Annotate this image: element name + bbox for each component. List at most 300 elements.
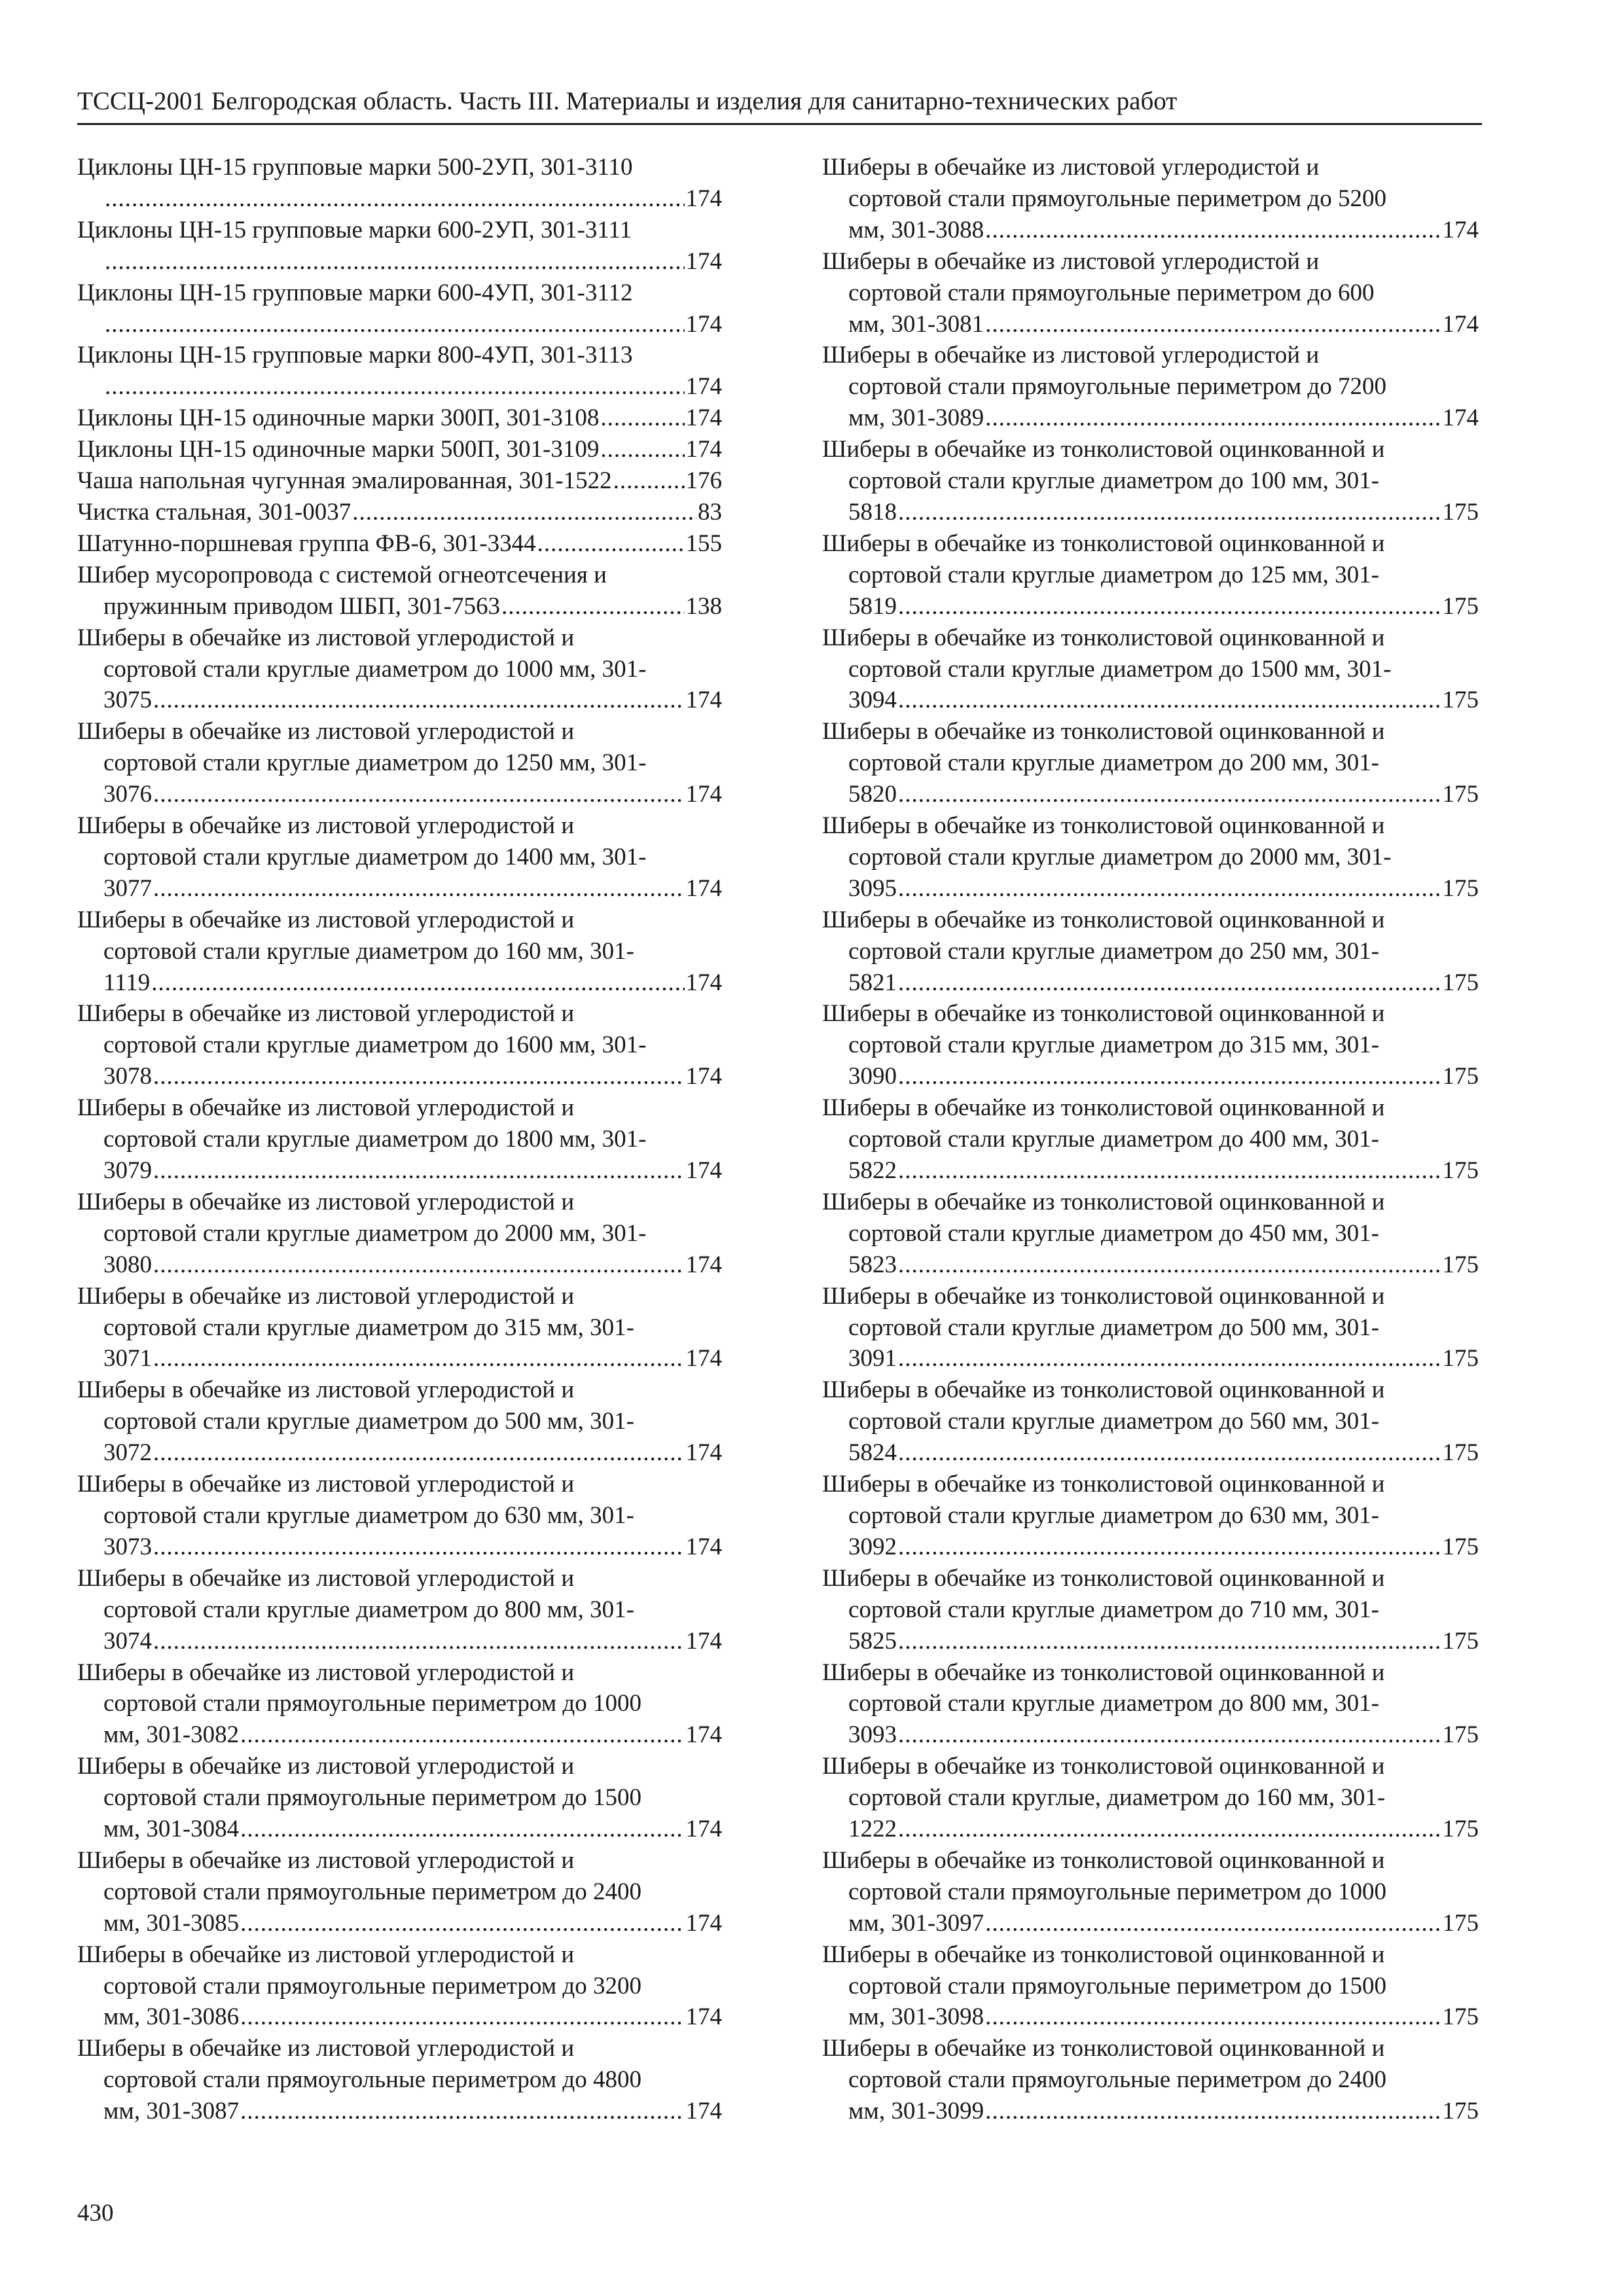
index-entry (77, 215, 722, 278)
index-entry (77, 528, 722, 560)
index-page-ref: 174 (1442, 310, 1479, 338)
index-entry-text: мм, 301-3098 (848, 2003, 984, 2031)
index-entry (77, 560, 722, 622)
index-entry-text-line (77, 1187, 722, 1218)
index-entry (822, 622, 1479, 717)
index-entry (77, 2033, 722, 2127)
index-entry-text: Циклоны ЦН-15 групповые марки 600-4УП, 301-3112 (77, 279, 633, 306)
dot-leader (898, 1155, 1441, 1187)
index-entry-text: Шиберы в обечайке из листовой углеродистой и (77, 1846, 575, 1874)
index-page-ref: 174 (685, 1345, 722, 1372)
index-entry (77, 1281, 722, 1375)
index-entry-text: мм, 301-3097 (848, 1909, 984, 1937)
index-entry-last-line (77, 1061, 722, 1092)
dot-leader (153, 1343, 685, 1374)
index-entry (77, 152, 722, 215)
index-page-ref: 174 (685, 185, 722, 212)
index-entry-text: сортовой стали прямоугольные периметром до 1500 (848, 1972, 1386, 2000)
index-entry-text-line (77, 747, 722, 779)
index-entry-text: 1119 (103, 969, 151, 996)
index-entry-text: 3079 (103, 1157, 152, 1184)
index-page-ref: 174 (685, 404, 722, 432)
index-page-ref: 176 (685, 467, 722, 495)
index-entry (77, 810, 722, 905)
index-column-left (77, 152, 722, 2127)
index-page-ref: 174 (685, 874, 722, 902)
index-entry-text-line (822, 842, 1479, 873)
index-entry-text-line (77, 1030, 722, 1061)
index-entry-text: 3072 (103, 1439, 152, 1467)
dot-leader (153, 685, 685, 716)
index-entry-text: сортовой стали прямоугольные периметром до 2400 (848, 2066, 1386, 2094)
dot-leader (153, 1061, 685, 1092)
dot-leader (105, 246, 685, 278)
index-entry-text: Шиберы в обечайке из листовой углеродистой и (77, 812, 575, 840)
index-page-ref: 175 (1442, 1157, 1479, 1184)
index-entry (77, 1939, 722, 2034)
index-entry-text: 5820 (848, 781, 897, 808)
index-entry-text: сортовой стали круглые диаметром до 1400 мм, 301- (103, 843, 647, 870)
index-entry-last-line (822, 779, 1479, 810)
index-page-ref: 175 (1442, 592, 1479, 620)
index-entry-text-line (822, 1218, 1479, 1249)
index-entry-last-line (77, 779, 722, 810)
index-entry-text: Шиберы в обечайке из тонколистовой оцинкованной и (822, 1659, 1385, 1686)
dot-leader (240, 2096, 684, 2127)
index-entry-text-line (822, 340, 1479, 371)
index-page-ref: 175 (1442, 1721, 1479, 1749)
index-entry-last-line (822, 1437, 1479, 1469)
index-page-ref: 174 (1442, 404, 1479, 432)
index-entry-last-line (77, 246, 722, 278)
index-page-ref: 175 (1442, 781, 1479, 808)
index-entry-text: Шиберы в обечайке из листовой углеродистой и (77, 1282, 575, 1310)
index-entry-text: сортовой стали круглые диаметром до 100 мм, 301- (848, 467, 1379, 495)
index-entry-text-line (822, 747, 1479, 779)
index-entry (77, 1092, 722, 1187)
index-page-ref: 175 (1442, 969, 1479, 996)
index-entry (77, 998, 722, 1092)
index-entry-text: сортовой стали прямоугольные периметром до 7200 (848, 373, 1386, 401)
index-entry-text: сортовой стали круглые диаметром до 125 мм, 301- (848, 561, 1379, 588)
index-entry-last-line (77, 528, 722, 560)
index-entry-text: Шиберы в обечайке из тонколистовой оцинкованной и (822, 1094, 1385, 1122)
index-entry-text: Шиберы в обечайке из листовой углеродистой и (77, 1659, 575, 1686)
index-entry-text: пружинным приводом ШБП, 301-7563 (103, 592, 500, 620)
index-entry-text: Шиберы в обечайке из тонколистовой оцинкованной и (822, 1564, 1385, 1592)
running-header: ТССЦ-2001 Белгородская область. Часть III. Материалы и изделия для санитарно-технических работ (77, 85, 1482, 125)
index-entry-text-line (77, 1751, 722, 1782)
index-entry (77, 403, 722, 434)
index-entry-last-line (822, 873, 1479, 905)
index-entry-text: мм, 301-3087 (103, 2098, 240, 2125)
index-entry-last-line (77, 434, 722, 465)
index-entry (77, 1751, 722, 1845)
index-entry-text: 3077 (103, 874, 152, 902)
index-entry-text: Шиберы в обечайке из листовой углеродистой и (822, 247, 1320, 275)
index-entry-text-line (822, 1124, 1479, 1155)
index-entry-text: Шиберы в обечайке из листовой углеродистой и (77, 1000, 575, 1028)
index-entry-text-line (822, 371, 1479, 403)
index-entry-text-line (77, 936, 722, 967)
index-entry (822, 905, 1479, 999)
index-page-ref: 174 (685, 969, 722, 996)
index-entry-last-line (822, 2096, 1479, 2127)
index-entry (822, 434, 1479, 528)
index-entry-last-line (77, 1343, 722, 1374)
index-entry-last-line (77, 1908, 722, 1939)
index-entry-text: сортовой стали прямоугольные периметром до 3200 (103, 1972, 641, 2000)
index-entry-text: Шиберы в обечайке из тонколистовой оцинкованной и (822, 906, 1385, 933)
dot-leader (153, 779, 685, 810)
index-page-ref: 174 (685, 373, 722, 401)
index-entry-text-line (822, 278, 1479, 309)
index-entry-text: сортовой стали прямоугольные периметром до 4800 (103, 2066, 641, 2094)
index-entry-last-line (822, 215, 1479, 246)
index-page-ref: 174 (685, 781, 722, 808)
index-entry-last-line (77, 1532, 722, 1563)
index-entry-last-line (77, 685, 722, 716)
dot-leader (153, 1532, 685, 1563)
dot-leader (151, 967, 684, 999)
index-entry-text: сортовой стали круглые диаметром до 800 мм, 301- (848, 1690, 1379, 1717)
index-entry-text: сортовой стали круглые диаметром до 1000 мм, 301- (103, 655, 647, 683)
index-entry (822, 716, 1479, 810)
index-entry-text: сортовой стали круглые диаметром до 800 мм, 301- (103, 1596, 634, 1623)
dot-leader (898, 779, 1441, 810)
index-entry-last-line (77, 371, 722, 403)
index-page-ref: 175 (1442, 1627, 1479, 1655)
index-page-ref: 174 (685, 1157, 722, 1184)
dot-leader (898, 1249, 1441, 1281)
index-entry-text-line (77, 1845, 722, 1876)
index-entry-text-line (822, 622, 1479, 654)
index-entry-text: сортовой стали круглые диаметром до 1250 мм, 301- (103, 749, 647, 777)
index-entry (77, 1563, 722, 1657)
index-entry-text: мм, 301-3088 (848, 216, 984, 243)
index-entry-text: Циклоны ЦН-15 одиночные марки 300П, 301-3108 (77, 404, 600, 432)
index-entry-text: сортовой стали прямоугольные периметром до 5200 (848, 185, 1386, 212)
index-entry-text: мм, 301-3086 (103, 2003, 240, 2031)
index-entry-text: сортовой стали прямоугольные периметром до 1000 (103, 1690, 641, 1717)
index-entry-text-line (77, 2033, 722, 2064)
index-page-ref: 174 (685, 2003, 722, 2031)
index-entry-text-line (822, 1688, 1479, 1719)
index-entry-last-line (77, 1155, 722, 1187)
index-entry-text: Шиберы в обечайке из тонколистовой оцинкованной и (822, 529, 1385, 557)
index-page-ref: 175 (1442, 2003, 1479, 2031)
index-entry-last-line (77, 2001, 722, 2033)
index-entry-text: сортовой стали круглые, диаметром до 160 мм, 301- (848, 1784, 1386, 1812)
dot-leader (352, 497, 696, 528)
index-entry (77, 340, 722, 403)
dot-leader (985, 1908, 1441, 1939)
index-entry-text: сортовой стали круглые диаметром до 500 мм, 301- (103, 1408, 634, 1435)
index-entry-text-line (77, 654, 722, 685)
index-entry-text-line (77, 1657, 722, 1689)
index-entry-text: Шиберы в обечайке из листовой углеродистой и (77, 1941, 575, 1968)
dot-leader (105, 371, 685, 403)
index-page-ref: 175 (1442, 874, 1479, 902)
index-entry (77, 1657, 722, 1751)
index-entry-text-line (77, 1876, 722, 1908)
index-page-ref: 155 (685, 529, 722, 557)
index-entry-text-line (77, 560, 722, 591)
dot-leader (240, 2001, 684, 2033)
index-entry-text-line (822, 1092, 1479, 1124)
index-entry-text: Чаша напольная чугунная эмалированная, 301-1522 (77, 467, 612, 495)
index-entry-text-line (822, 1469, 1479, 1500)
index-page-ref: 138 (685, 592, 722, 620)
index-entry (822, 1187, 1479, 1281)
index-entry-text-line (77, 278, 722, 309)
index-entry (822, 810, 1479, 905)
index-entry-text: Чистка стальная, 301-0037 (77, 498, 352, 526)
index-page-ref: 174 (685, 1909, 722, 1937)
index-entry-text-line (822, 1594, 1479, 1626)
dot-leader (153, 1437, 685, 1469)
index-entry-text: сортовой стали круглые диаметром до 400 мм, 301- (848, 1126, 1379, 1153)
index-entry (822, 1563, 1479, 1657)
index-entry-text: мм, 301-3085 (103, 1909, 240, 1937)
index-entry-text-line (77, 1971, 722, 2002)
index-entry-text: Шиберы в обечайке из листовой углеродистой и (77, 624, 575, 651)
index-entry-text: Шатунно-поршневая группа ФВ-6, 301-3344 (77, 529, 536, 557)
index-entry-last-line (822, 1061, 1479, 1092)
index-entry-text: Шиберы в обечайке из тонколистовой оцинкованной и (822, 1753, 1385, 1780)
dot-leader (240, 1908, 684, 1939)
dot-leader (105, 309, 685, 340)
index-entry-text-line (77, 622, 722, 654)
index-entry-text-line (77, 1281, 722, 1312)
index-entry-text: сортовой стали прямоугольные периметром до 1500 (103, 1784, 641, 1812)
dot-leader (898, 1061, 1441, 1092)
index-entry-text: сортовой стали круглые диаметром до 160 мм, 301- (103, 937, 634, 965)
index-entry-text: сортовой стали круглые диаметром до 2000 мм, 301- (103, 1219, 647, 1247)
dot-leader (153, 1626, 685, 1657)
index-entry-text: сортовой стали круглые диаметром до 1500 мм, 301- (848, 655, 1392, 683)
index-entry-last-line (77, 183, 722, 215)
dot-leader (600, 434, 684, 465)
index-entry-text: мм, 301-3084 (103, 1816, 240, 1843)
index-entry-text-line (77, 1469, 722, 1500)
index-page-ref: 174 (685, 687, 722, 714)
index-entry-text: 3095 (848, 874, 897, 902)
index-entry-text: Шиберы в обечайке из тонколистовой оцинкованной и (822, 718, 1385, 745)
index-entry-text-line (822, 528, 1479, 560)
index-page-ref: 175 (1442, 687, 1479, 714)
dot-leader (898, 1719, 1441, 1751)
dot-leader (898, 591, 1441, 622)
index-page-ref: 175 (1442, 498, 1479, 526)
index-entry-text: 5825 (848, 1627, 897, 1655)
index-entry-text: 5821 (848, 969, 897, 996)
index-entry-text-line (822, 1876, 1479, 1908)
index-entry-last-line (77, 591, 722, 622)
index-entry-text: Шиберы в обечайке из листовой углеродистой и (77, 718, 575, 745)
index-entry-text-line (77, 1688, 722, 1719)
index-entry-text: 3094 (848, 687, 897, 714)
index-entry (822, 1939, 1479, 2034)
index-entry-text: сортовой стали круглые диаметром до 560 мм, 301- (848, 1408, 1379, 1435)
index-entry-last-line (77, 1626, 722, 1657)
index-entry-text: 3073 (103, 1533, 152, 1560)
index-entry (822, 340, 1479, 434)
dot-leader (600, 403, 684, 434)
index-entry-text-line (822, 998, 1479, 1030)
index-entry-text-line (77, 998, 722, 1030)
index-entry (77, 1374, 722, 1469)
index-entry-text: 3071 (103, 1345, 152, 1372)
dot-leader (537, 528, 685, 560)
index-entry-text-line (77, 152, 722, 183)
index-page-ref: 174 (685, 2098, 722, 2125)
index-page-ref: 175 (1442, 1345, 1479, 1372)
index-entry-text: Шиберы в обечайке из тонколистовой оцинкованной и (822, 1471, 1385, 1498)
index-entry-last-line (822, 1626, 1479, 1657)
index-entry (822, 1657, 1479, 1751)
index-page-ref: 175 (1442, 1063, 1479, 1090)
index-entry-text: Шиберы в обечайке из тонколистовой оцинкованной и (822, 436, 1385, 463)
index-entry-text-line (822, 183, 1479, 215)
index-entry-text-line (77, 1406, 722, 1437)
index-page-ref: 174 (1442, 216, 1479, 243)
index-entry-text: мм, 301-3089 (848, 404, 984, 432)
index-page-ref: 175 (1442, 1909, 1479, 1937)
dot-leader (898, 685, 1441, 716)
index-entry-last-line (77, 465, 722, 497)
index-entry-text: Шиберы в обечайке из листовой углеродистой и (77, 2035, 575, 2062)
index-entry (77, 1187, 722, 1281)
index-entry-text: Шиберы в обечайке из тонколистовой оцинкованной и (822, 1846, 1385, 1874)
index-entry (822, 998, 1479, 1092)
index-entry-text: сортовой стали круглые диаметром до 500 мм, 301- (848, 1314, 1379, 1341)
index-entry-last-line (822, 1249, 1479, 1281)
index-entry-text-line (822, 1281, 1479, 1312)
index-entry-text-line (77, 810, 722, 842)
dot-leader (898, 1343, 1441, 1374)
index-entry-last-line (77, 1437, 722, 1469)
index-entry (77, 278, 722, 340)
index-entry-text-line (822, 1312, 1479, 1344)
dot-leader (240, 1719, 684, 1751)
index-entry-last-line (77, 2096, 722, 2127)
index-entry-last-line (822, 967, 1479, 999)
index-entry-text-line (822, 716, 1479, 747)
index-entry-text: Шиберы в обечайке из листовой углеродистой и (77, 1564, 575, 1592)
index-entry-last-line (77, 873, 722, 905)
index-entry-text-line (77, 1563, 722, 1594)
index-entry-text-line (822, 810, 1479, 842)
index-entry-last-line (77, 309, 722, 340)
index-entry-text: сортовой стали круглые диаметром до 2000 мм, 301- (848, 843, 1392, 870)
index-entry-text: 5819 (848, 592, 897, 620)
index-entry-text-line (822, 905, 1479, 936)
index-entry-last-line (822, 1908, 1479, 1939)
dot-leader (898, 1532, 1441, 1563)
index-entry (77, 905, 722, 999)
index-entry-text: Шиберы в обечайке из тонколистовой оцинкованной и (822, 1000, 1385, 1028)
index-entry-text-line (77, 1218, 722, 1249)
dot-leader (240, 1814, 684, 1845)
index-entry-text: Циклоны ЦН-15 одиночные марки 500П, 301-3109 (77, 436, 600, 463)
index-entry-text: 5818 (848, 498, 897, 526)
index-entry-text: сортовой стали круглые диаметром до 710 мм, 301- (848, 1596, 1379, 1623)
index-entry-text-line (822, 1030, 1479, 1061)
index-entry (822, 152, 1479, 246)
index-entry-text: 5824 (848, 1439, 897, 1467)
index-entry-last-line (822, 685, 1479, 716)
index-entry-last-line (822, 1719, 1479, 1751)
index-entry-text: мм, 301-3099 (848, 2098, 984, 2125)
dot-leader (985, 309, 1441, 340)
index-entry-text-line (77, 1374, 722, 1406)
index-entry-text-line (77, 842, 722, 873)
index-entry-text-line (822, 465, 1479, 497)
index-entry (822, 2033, 1479, 2127)
index-entry-text: Шиберы в обечайке из листовой углеродистой и (77, 1471, 575, 1498)
index-entry-text: сортовой стали круглые диаметром до 1800 мм, 301- (103, 1126, 647, 1153)
dot-leader (898, 967, 1441, 999)
index-entry-text: сортовой стали прямоугольные периметром до 2400 (103, 1878, 641, 1905)
index-entry-text-line (822, 1751, 1479, 1782)
index-page-ref: 174 (685, 1816, 722, 1843)
index-entry-text: сортовой стали круглые диаметром до 250 мм, 301- (848, 937, 1379, 965)
index-entry-text: сортовой стали прямоугольные периметром до 1000 (848, 1878, 1386, 1905)
index-entry-text-line (822, 560, 1479, 591)
index-entry-text-line (822, 152, 1479, 183)
index-entry-text-line (822, 1187, 1479, 1218)
index-page-ref: 175 (1442, 2098, 1479, 2125)
index-entry-text-line (822, 1374, 1479, 1406)
dot-leader (501, 591, 685, 622)
index-entry-text: Шиберы в обечайке из листовой углеродистой и (822, 342, 1320, 369)
index-entry (822, 1469, 1479, 1563)
index-entry-text: 1222 (848, 1816, 897, 1843)
index-page-ref: 174 (685, 1439, 722, 1467)
index-entry (822, 246, 1479, 340)
index-entry-text: Шибер мусоропровода с системой огнеотсечения и (77, 561, 607, 588)
dot-leader (153, 1155, 685, 1187)
index-entry-text: 3080 (103, 1251, 152, 1278)
index-entry-text: Шиберы в обечайке из тонколистовой оцинкованной и (822, 1376, 1385, 1404)
index-entry-text: сортовой стали круглые диаметром до 200 мм, 301- (848, 749, 1379, 777)
index-entry-text: мм, 301-3082 (103, 1721, 240, 1749)
index-page-ref: 175 (1442, 1439, 1479, 1467)
index-entry-last-line (77, 1249, 722, 1281)
dot-leader (153, 1249, 685, 1281)
index-entry-last-line (77, 1719, 722, 1751)
index-entry-text: Шиберы в обечайке из тонколистовой оцинкованной и (822, 624, 1385, 651)
dot-leader (898, 873, 1441, 905)
index-entry-text: Шиберы в обечайке из листовой углеродистой и (77, 1376, 575, 1404)
dot-leader (898, 1626, 1441, 1657)
index-entry-text: 5823 (848, 1251, 897, 1278)
index-entry-last-line (77, 967, 722, 999)
index-entry-text-line (822, 654, 1479, 685)
index-entry (822, 1845, 1479, 1939)
index-entry-text: Шиберы в обечайке из листовой углеродистой и (77, 1094, 575, 1122)
index-page-ref: 174 (685, 1251, 722, 1278)
index-entry (77, 716, 722, 810)
index-entry-text: Шиберы в обечайке из тонколистовой оцинкованной и (822, 1282, 1385, 1310)
index-page-ref: 174 (685, 1721, 722, 1749)
index-entry-text: сортовой стали прямоугольные периметром до 600 (848, 279, 1375, 306)
page-number: 430 (77, 2200, 114, 2227)
index-entry-text-line (822, 2064, 1479, 2096)
index-column-right (822, 152, 1479, 2127)
index-entry-text-line (77, 905, 722, 936)
